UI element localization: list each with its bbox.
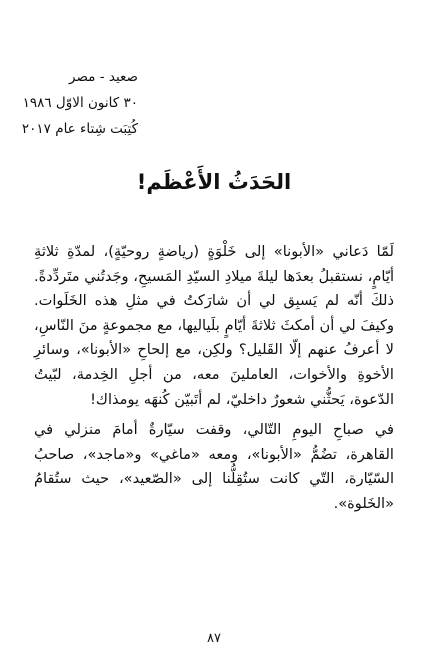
page-number: ٨٧	[207, 631, 221, 646]
dateline-place: صعيد - مصر	[69, 69, 138, 85]
dateline	[18, 64, 138, 142]
chapter-title: الحَدَثُ الأَعْظَم!	[136, 170, 292, 194]
dateline-written: كُتِبَت شِتاء عام ٢٠١٧	[21, 121, 138, 137]
paragraph: في صباحِ اليومِ التّالي، وقفت سيّارةٌ أمامَ منزلي في القاهرة، تضُمُّ «الأبونا»، ومعه «ماغي» و«ماجد»، صاحبُ السّيّارة، التّي كانت ستُقِلُّنا إلى «الصّعيد»، حيث ستُقامُ «الخَلوة».	[34, 421, 394, 512]
dateline-date: ٣٠ كانون الاوّل ١٩٨٦	[22, 95, 138, 111]
chapter-body	[34, 240, 394, 517]
paragraph: لَمّا دَعاني «الأبونا» إلى خَلْوَةٍ (رياضةٍ روحيّةٍ)، لمدّةِ ثلاثةِ أيّامٍ، نستقبلُ بعدَها ليلةَ ميلادِ السيّدِ المَسيحِ، وجَدتُني متَردِّدةً. ذلكَ أنّه لم يَسبِق لي أن شارَكتُ في مثلِ هذه الخَلَوات. وكيفَ لي أن أمكثَ ثلاثةَ أيّامٍ بلَياليها، مع مجموعةٍ منَ النّاسِ، لا أعرفُ عنهم إلّا القَليل؟ ولكِن، مع إلحاحِ «الأبونا»، وسائرِ الأخوةِ والأخوات، العاملينَ معه، من أجلِ الخِدمة، لبّيتُ الدّعوة، يَحثُّني شعورٌ داخليّ، لم أتَبيّن كُنهَه يومذاك!	[34, 243, 394, 408]
